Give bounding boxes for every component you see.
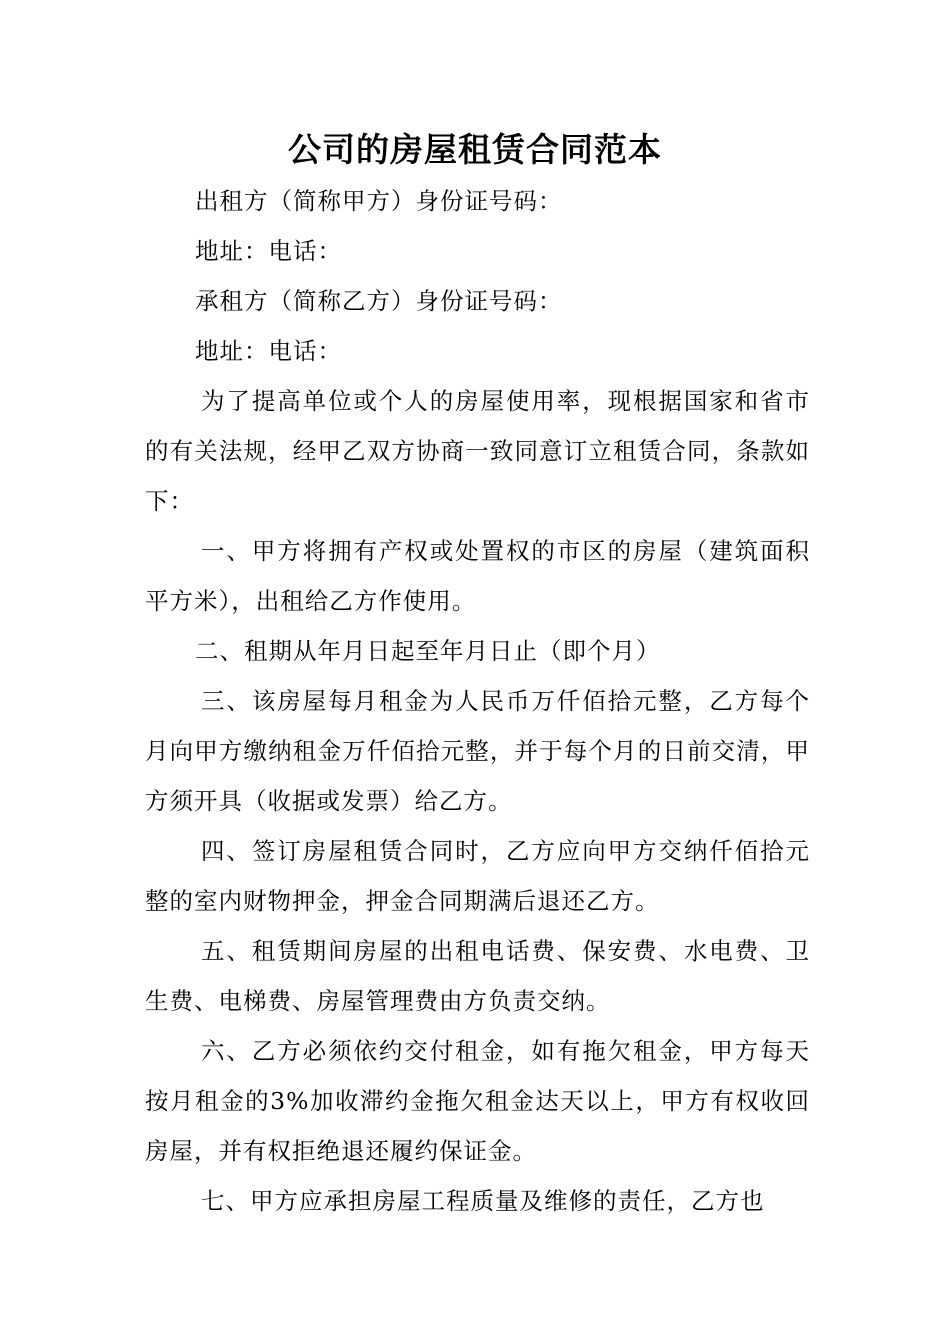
lessor-line: 出租方（简称甲方）身份证号码： xyxy=(195,187,563,215)
lessor-address-line: 地址：电话： xyxy=(195,237,342,265)
clause-2: 二、租期从年月日起至年月日止（即个月） xyxy=(195,637,661,665)
document-title: 公司的房屋租赁合同范本 xyxy=(288,130,662,169)
lessee-address-line: 地址：电话： xyxy=(195,337,342,365)
clause-6: 六、乙方必须依约交付租金，如有拖欠租金，甲方每天按月租金的3%加收滞约金拖欠租金达天以上，甲方有权收回房屋，并有权拒绝退还履约保证金。 xyxy=(145,1037,810,1165)
lessee-line: 承租方（简称乙方）身份证号码： xyxy=(195,287,563,315)
preamble-paragraph: 为了提高单位或个人的房屋使用率，现根据国家和省市的有关法规，经甲乙双方协商一致同意订立租赁合同，条款如下： xyxy=(145,387,810,515)
clause-7: 七、甲方应承担房屋工程质量及维修的责任，乙方也 xyxy=(201,1187,765,1215)
clause-4: 四、签订房屋租赁合同时，乙方应向甲方交纳仟佰拾元整的室内财物押金，押金合同期满后退还乙方。 xyxy=(145,837,810,915)
clause-1: 一、甲方将拥有产权或处置权的市区的房屋（建筑面积平方米），出租给乙方作使用。 xyxy=(145,537,810,615)
clause-5: 五、租赁期间房屋的出租电话费、保安费、水电费、卫生费、电梯费、房屋管理费由方负责交纳。 xyxy=(145,937,810,1015)
clause-3: 三、该房屋每月租金为人民币万仟佰拾元整，乙方每个月向甲方缴纳租金万仟佰拾元整，并于每个月的日前交清，甲方须开具（收据或发票）给乙方。 xyxy=(145,687,810,815)
document-body xyxy=(145,176,810,1226)
